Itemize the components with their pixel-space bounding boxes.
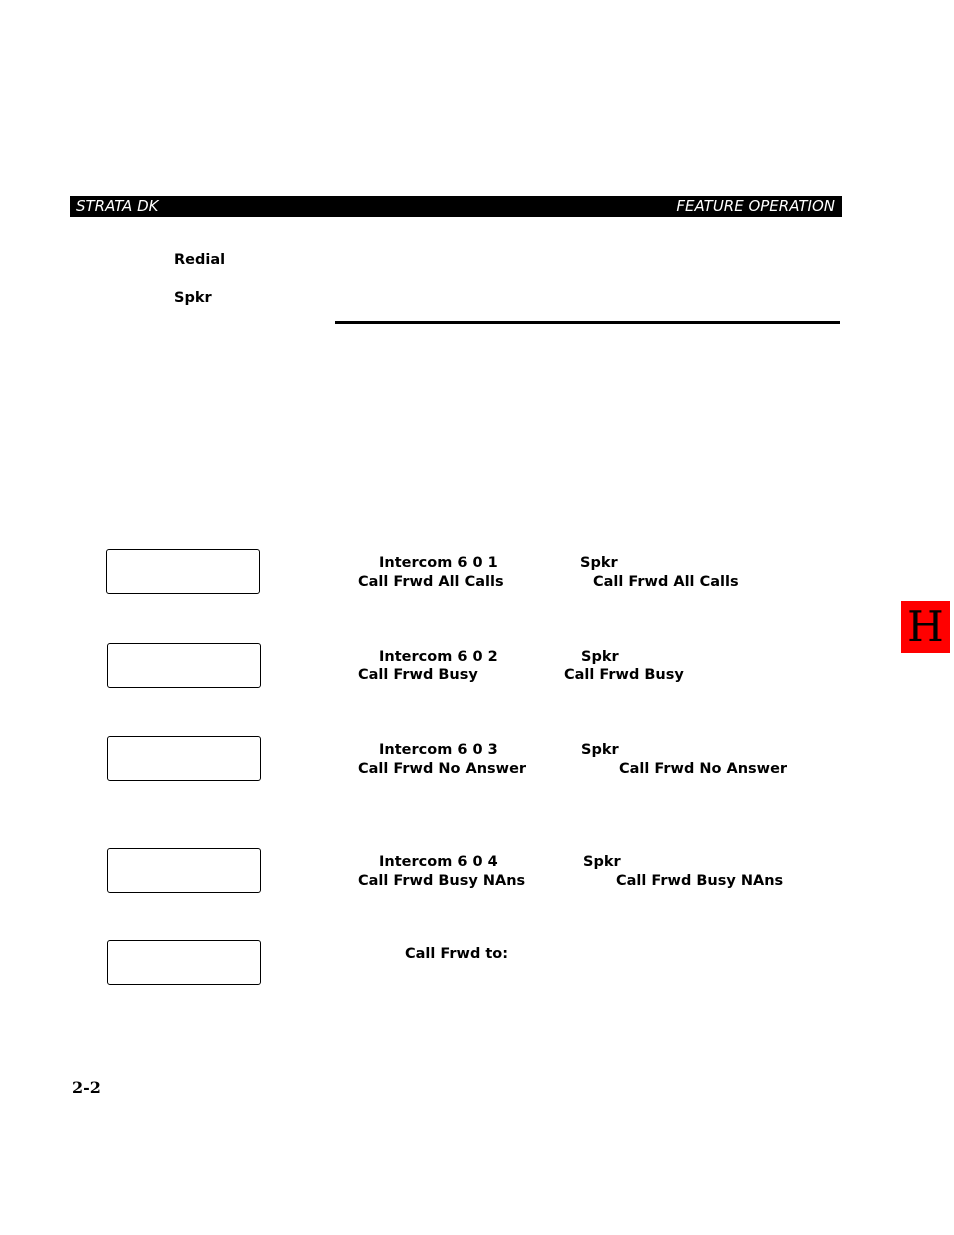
display-text-busy-nans-right: Call Frwd Busy NAns — [616, 873, 784, 889]
intercom-code-602: Intercom 6 0 2 — [379, 649, 498, 665]
display-text-all-calls-right: Call Frwd All Calls — [593, 574, 739, 590]
display-text-no-answer-right: Call Frwd No Answer — [619, 761, 788, 777]
lcd-display-box-4 — [107, 848, 261, 893]
spkr-label-2: Spkr — [581, 649, 619, 665]
display-text-call-frwd-to: Call Frwd to: — [405, 946, 509, 962]
lcd-display-box-3 — [107, 736, 261, 781]
lcd-display-box-1 — [106, 549, 260, 594]
lcd-display-box-2 — [107, 643, 261, 688]
display-text-all-calls-left: Call Frwd All Calls — [358, 574, 504, 590]
intercom-code-603: Intercom 6 0 3 — [379, 742, 498, 758]
header-title-right: FEATURE OPERATION — [676, 197, 835, 215]
section-divider — [335, 321, 840, 324]
section-tab-h: H — [901, 601, 950, 653]
spkr-label-3: Spkr — [581, 742, 619, 758]
intercom-code-604: Intercom 6 0 4 — [379, 854, 498, 870]
lcd-display-box-5 — [107, 940, 261, 985]
page-number: 2-2 — [72, 1078, 101, 1097]
running-header — [70, 196, 842, 217]
display-text-busy-nans-left: Call Frwd Busy NAns — [358, 873, 526, 889]
redial-key-label: Redial — [174, 252, 226, 268]
display-text-no-answer-left: Call Frwd No Answer — [358, 761, 527, 777]
spkr-label-4: Spkr — [583, 854, 621, 870]
intercom-code-601: Intercom 6 0 1 — [379, 555, 498, 571]
header-title-left: STRATA DK — [76, 197, 159, 215]
display-text-busy-left: Call Frwd Busy — [358, 667, 478, 683]
display-text-busy-right: Call Frwd Busy — [564, 667, 684, 683]
spkr-key-label: Spkr — [174, 290, 212, 306]
spkr-label-1: Spkr — [580, 555, 618, 571]
